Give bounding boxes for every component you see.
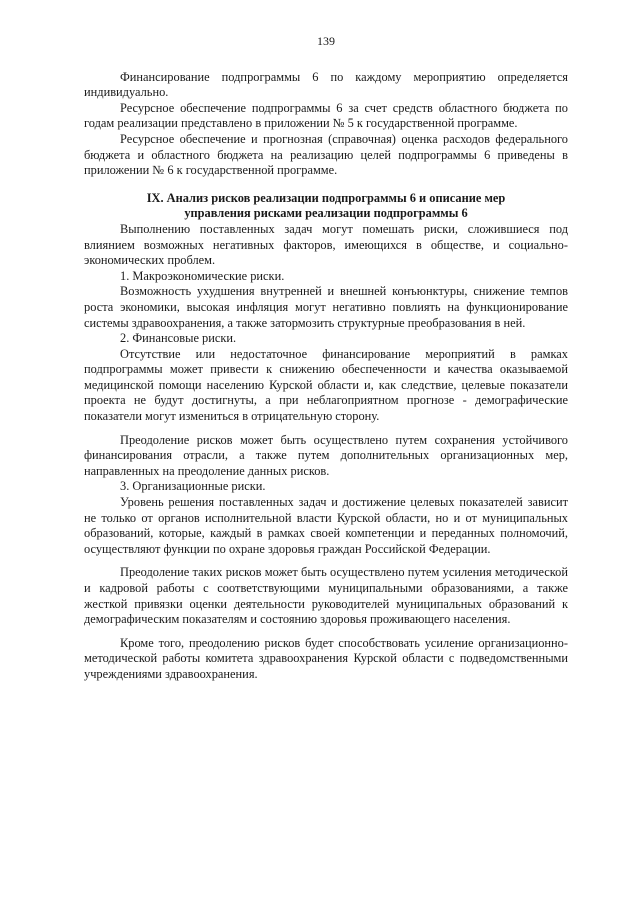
- paragraph-financing-individual: Финансирование подпрограммы 6 по каждому мероприятию определяется индивидуально.: [84, 69, 568, 100]
- section-heading: IX. Анализ рисков реализации подпрограммы 6 и описание мер управления рисками реализации подпрограммы 6: [146, 190, 506, 221]
- paragraph-additional-mitigation: Кроме того, преодолению рисков будет способствовать усиление организационно-методической работы комитета здравоохранения Курской области с подведомственными учреждениями здравоохранения.: [84, 635, 568, 681]
- paragraph-resource-regional: Ресурсное обеспечение подпрограммы 6 за счет средств областного бюджета по годам реализации представлено в приложении № 5 к государственной программе.: [84, 100, 568, 131]
- paragraph-org-risks-text: Уровень решения поставленных задач и достижение целевых показателей зависит не только от органов исполнительной власти Курской области, но и от муниципальных образований, которые, каждый в рамках своей компетенции и переданных полномочий, осуществляют функции по охране здоровья граждан Российской Федерации.: [84, 495, 568, 556]
- paragraph-financial-risks-title: 2. Финансовые риски.: [120, 331, 237, 346]
- paragraph-org-risks-title: 3. Организационные риски.: [120, 479, 266, 494]
- paragraph-macro-risks-title: 1. Макроэкономические риски.: [120, 268, 285, 283]
- paragraph-risks-intro: Выполнению поставленных задач могут помешать риски, сложившиеся под влиянием возможных негативных факторов, имеющихся в обществе, и социально-экономических проблем.: [84, 221, 568, 268]
- paragraph-financial-risks-text: Отсутствие или недостаточное финансирование мероприятий в рамках подпрограммы может привести к снижению обеспеченности и качества оказываемой медицинской помощи населению Курской области и, как следствие, целевые показатели проекта не будут достигнуты, а при неблагоприятном прогнозе - демографические показатели могут измениться в отрицательную сторону.: [84, 346, 568, 424]
- paragraph-macro-risks-text: Возможность ухудшения внутренней и внешней конъюнктуры, снижение темпов роста экономики, высокая инфляция могут негативно повлиять на функционирование системы здравоохранения, а также затормозить структурные преобразования в ней.: [84, 284, 568, 330]
- page-number: 139: [317, 34, 335, 48]
- paragraph-financial-risks-mitigation: Преодоление рисков может быть осуществлено путем сохранения устойчивого финансирования отрасли, а также путем дополнительных организационных мер, направленных на преодоление данных рисков.: [84, 432, 568, 478]
- paragraph-resource-federal: Ресурсное обеспечение и прогнозная (справочная) оценка расходов федерального бюджета и областного бюджета на реализацию целей подпрограммы 6 приведены в приложении № 6 к государственной программе.: [84, 131, 568, 178]
- paragraph-org-risks-mitigation: Преодоление таких рисков может быть осуществлено путем усиления методической и кадровой работы с соответствующими муниципальными образованиями, а также жесткой привязки оценки деятельности руководителей муниципальных образований к демографическим показателям и состоянию здоровья проживающего населения.: [84, 565, 568, 627]
